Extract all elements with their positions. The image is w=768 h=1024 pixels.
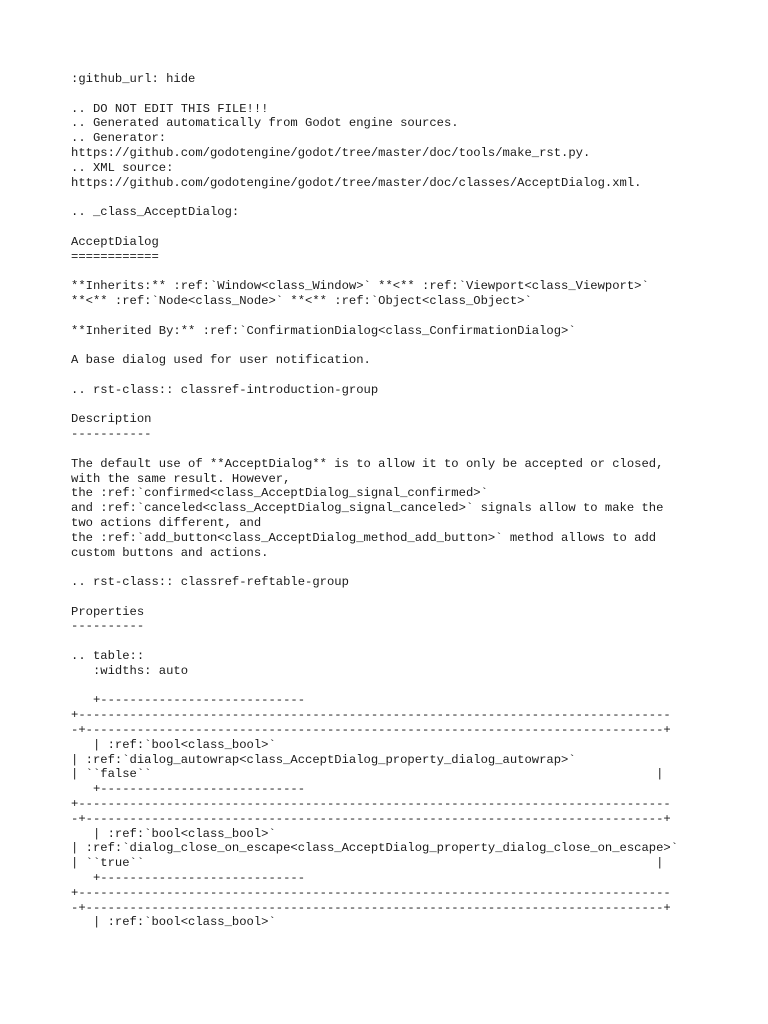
document-line xyxy=(71,264,751,279)
document-line: .. DO NOT EDIT THIS FILE!!! xyxy=(71,101,269,116)
document-line xyxy=(71,338,751,353)
document-line: | :ref:`dialog_autowrap<class_AcceptDialog_property_dialog_autowrap>` xyxy=(71,752,576,767)
document-line: -+-------------------------------------------------------------------------------+ xyxy=(71,900,671,915)
document-line: custom buttons and actions. xyxy=(71,545,269,560)
document-line: -+-------------------------------------------------------------------------------+ xyxy=(71,723,671,738)
document-line: Description xyxy=(71,412,152,427)
document-line xyxy=(71,679,751,694)
document-line: the :ref:`confirmed<class_AcceptDialog_signal_confirmed>` xyxy=(71,486,488,501)
document-line: AcceptDialog xyxy=(71,234,159,249)
document-line xyxy=(71,309,751,324)
document-line xyxy=(71,87,751,102)
document-line: -+-------------------------------------------------------------------------------+ xyxy=(71,811,671,826)
document-line xyxy=(71,190,751,205)
document-line: .. rst-class:: classref-reftable-group xyxy=(71,575,349,590)
document-line: +--------------------------------------------------------------------------------- xyxy=(71,797,671,812)
document-line xyxy=(71,590,751,605)
document-line: .. _class_AcceptDialog: xyxy=(71,205,240,220)
document-line: | :ref:`dialog_close_on_escape<class_AcceptDialog_property_dialog_close_on_escape>` xyxy=(71,841,679,856)
document-line: .. rst-class:: classref-introduction-group xyxy=(71,382,379,397)
document-line: .. XML source: xyxy=(71,160,174,175)
document-line: .. Generator: xyxy=(71,131,167,146)
document-line: | :ref:`bool<class_bool>` xyxy=(71,737,276,752)
document-line: **Inherits:** :ref:`Window<class_Window>` **<** :ref:`Viewport<class_Viewport>` xyxy=(71,279,649,294)
document-line: | ``true`` | xyxy=(71,856,664,871)
document-line: :github_url: hide xyxy=(71,72,196,86)
document-line: with the same result. However, xyxy=(71,471,291,486)
document-line: +--------------------------------------------------------------------------------- xyxy=(71,708,671,723)
document-line: and :ref:`canceled<class_AcceptDialog_signal_canceled>` signals allow to make the xyxy=(71,501,664,516)
document-line: ---------- xyxy=(71,619,145,634)
document-page xyxy=(71,72,751,930)
document-line: https://github.com/godotengine/godot/tree/master/doc/tools/make_rst.py. xyxy=(71,145,591,160)
document-line xyxy=(71,560,751,575)
document-line: .. Generated automatically from Godot engine sources. xyxy=(71,116,459,131)
document-line: Properties xyxy=(71,604,145,619)
document-line: ============ xyxy=(71,249,159,264)
document-line: .. table:: xyxy=(71,649,145,664)
document-line: the :ref:`add_button<class_AcceptDialog_method_add_button>` method allows to add xyxy=(71,530,657,545)
document-line: +---------------------------- xyxy=(71,693,306,708)
document-line xyxy=(71,634,751,649)
document-line: :widths: auto xyxy=(71,663,189,678)
document-line: | :ref:`bool<class_bool>` xyxy=(71,826,276,841)
document-line: +---------------------------- xyxy=(71,782,306,797)
document-line xyxy=(71,220,751,235)
document-line: https://github.com/godotengine/godot/tree/master/doc/classes/AcceptDialog.xml. xyxy=(71,175,642,190)
document-line: The default use of **AcceptDialog** is to allow it to only be accepted or closed, xyxy=(71,456,664,471)
document-line: A base dialog used for user notification. xyxy=(71,353,371,368)
document-line xyxy=(71,368,751,383)
document-line: two actions different, and xyxy=(71,515,262,530)
document-line xyxy=(71,442,751,457)
document-line: | ``false`` | xyxy=(71,767,664,782)
document-line: | :ref:`bool<class_bool>` xyxy=(71,915,276,930)
document-line: **<** :ref:`Node<class_Node>` **<** :ref:`Object<class_Object>` xyxy=(71,293,532,308)
document-line xyxy=(71,398,751,413)
document-line: **Inherited By:** :ref:`ConfirmationDialog<class_ConfirmationDialog>` xyxy=(71,323,576,338)
document-line: ----------- xyxy=(71,427,152,442)
document-line: +---------------------------- xyxy=(71,871,306,886)
document-line: +--------------------------------------------------------------------------------- xyxy=(71,885,671,900)
